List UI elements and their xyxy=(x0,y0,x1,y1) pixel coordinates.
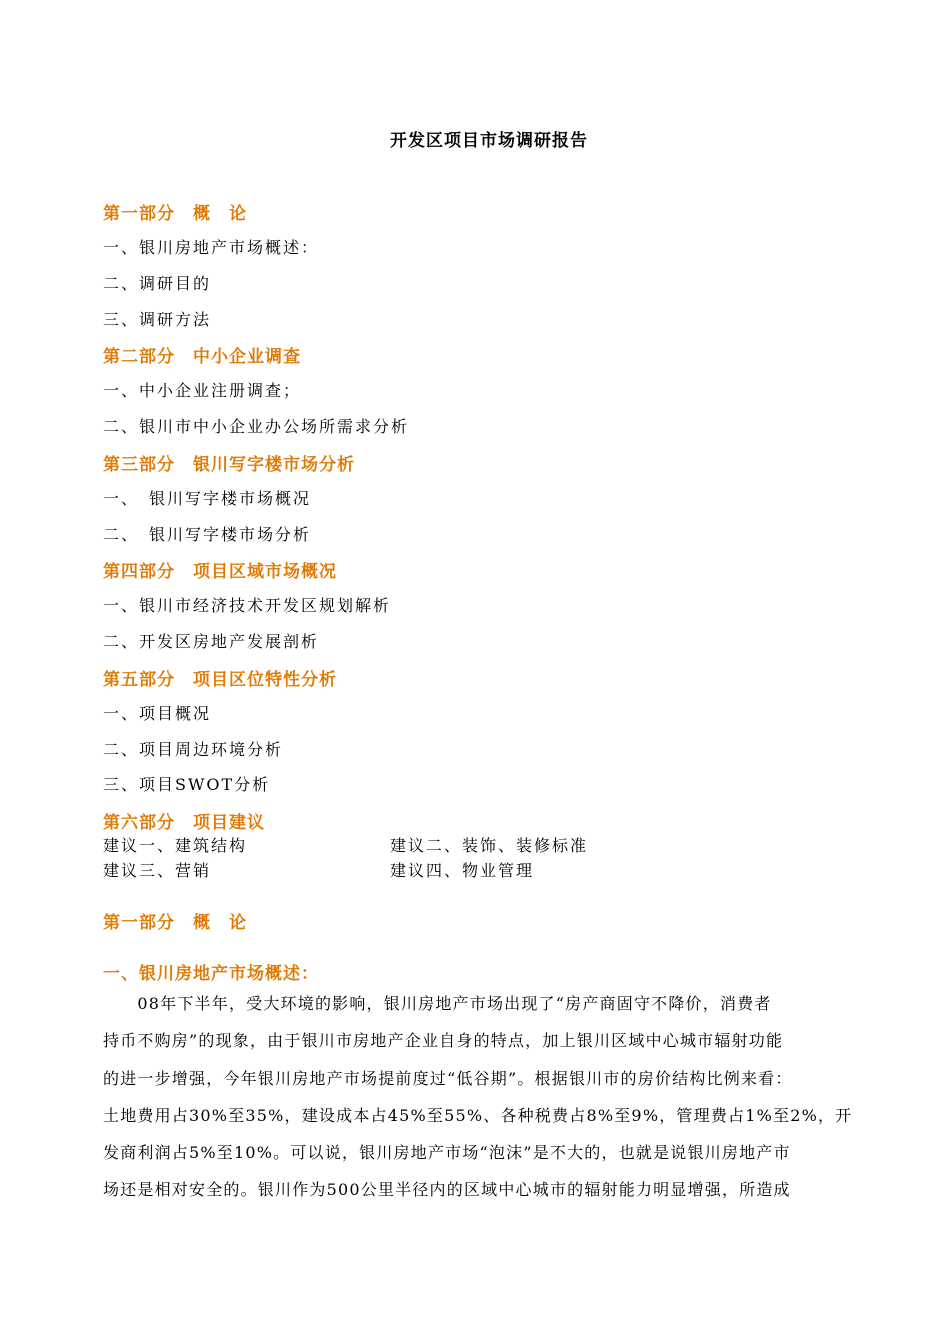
toc-item: 二、 银川写字楼市场分析 xyxy=(103,525,312,544)
toc-part4-heading: 第四部分 项目区域市场概况 xyxy=(103,562,337,582)
paragraph-line: 08年下半年，受大环境的影响，银川房地产市场出现了“房产商固守不降价，消费者 xyxy=(103,994,772,1013)
toc-item: 一、银川市经济技术开发区规划解析 xyxy=(103,596,392,615)
toc-part3-heading: 第三部分 银川写字楼市场分析 xyxy=(103,455,355,475)
body-paragraph xyxy=(103,985,878,1209)
toc-part1-heading: 第一部分 概 论 xyxy=(103,204,247,224)
body-subheading: 一、银川房地产市场概述： xyxy=(103,964,319,984)
paragraph-line: 发商利润占5%至10%。可以说，银川房地产市场“泡沫”是不大的，也就是说银川房地产市 xyxy=(103,1143,791,1163)
toc-item: 二、项目周边环境分析 xyxy=(103,740,284,759)
toc-item: 一、项目概况 xyxy=(103,704,212,723)
toc-part2-heading: 第二部分 中小企业调查 xyxy=(103,347,301,367)
toc-part6-heading: 第六部分 项目建议 xyxy=(103,813,265,833)
toc-item: 二、银川市中小企业办公场所需求分析 xyxy=(103,417,410,436)
toc-suggestion: 建议四、物业管理 xyxy=(390,861,535,880)
toc-suggestion: 建议二、装饰、装修标准 xyxy=(390,836,589,855)
toc-part5-heading: 第五部分 项目区位特性分析 xyxy=(103,670,337,690)
paragraph-line: 的进一步增强，今年银川房地产市场提前度过“低谷期”。根据银川市的房价结构比例来看： xyxy=(103,1068,793,1088)
toc-suggestion: 建议三、营销 xyxy=(103,861,212,880)
toc-item: 一、 银川写字楼市场概况 xyxy=(103,489,312,508)
toc-item: 一、中小企业注册调查； xyxy=(103,381,302,400)
paragraph-line: 场还是相对安全的。银川作为500公里半径内的区域中心城市的辐射能力明显增强，所造成 xyxy=(103,1180,791,1200)
document-title: 开发区项目市场调研报告 xyxy=(390,131,588,151)
toc-item: 二、开发区房地产发展剖析 xyxy=(103,632,320,651)
toc-suggestion: 建议一、建筑结构 xyxy=(103,836,248,855)
toc-item: 二、调研目的 xyxy=(103,274,212,293)
toc-item: 一、银川房地产市场概述： xyxy=(103,238,320,257)
toc-item: 三、项目SWOT分析 xyxy=(103,775,271,794)
paragraph-line: 土地费用占30%至35%，建设成本占45%至55%、各种税费占8%至9%，管理费占1%至2%，开 xyxy=(103,1105,853,1125)
paragraph-line: 持币不购房”的现象，由于银川市房地产企业自身的特点，加上银川区域中心城市辐射功能 xyxy=(103,1031,784,1051)
toc-item: 三、调研方法 xyxy=(103,310,212,329)
body-part1-heading: 第一部分 概 论 xyxy=(103,913,247,933)
